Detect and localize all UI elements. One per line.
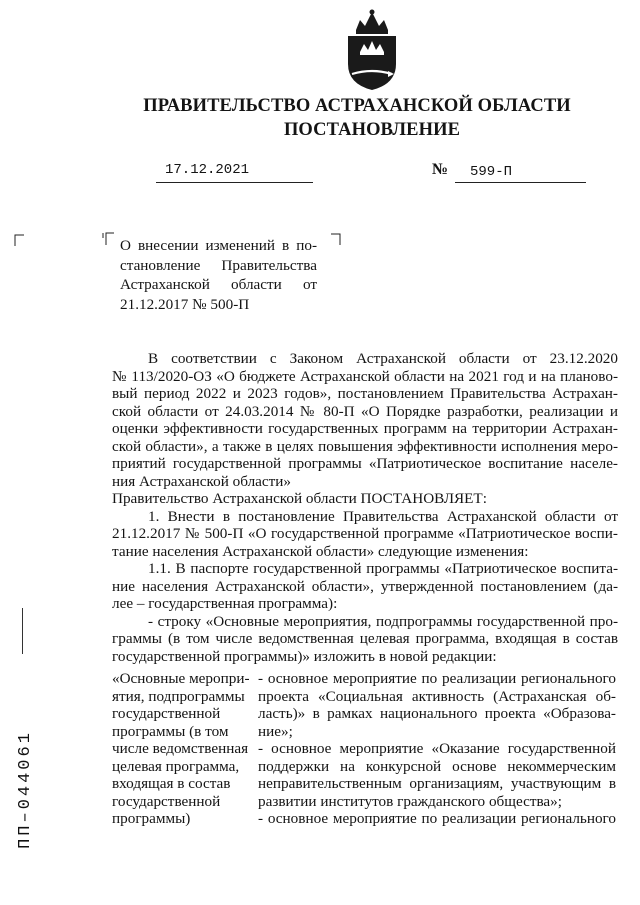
table-right-line: проекта «Социальная активность (Астраханская об- xyxy=(258,687,616,705)
body-line: - строку «Основные мероприятия, подпрограммы государственной про- xyxy=(148,612,618,630)
body-line: 21.12.2017 № 500-П «О государственной программе «Патриотическое воспи- xyxy=(112,525,618,542)
body-line: приятий государственной программы «Патриотическое воспитание населе- xyxy=(112,455,618,472)
subject-line: становление Правительства xyxy=(120,256,317,274)
body-line: ния Астраханской области» xyxy=(112,472,292,490)
body-line: тание населения Астраханской области» следующие изменения: xyxy=(112,542,529,560)
subject-line: О внесении изменений в по- xyxy=(120,237,317,254)
date-underline xyxy=(156,181,313,183)
body-line: государственной программы)» изложить в новой редакции: xyxy=(112,647,497,665)
side-serial-text: ПП–044061 xyxy=(15,729,35,849)
body-line: ской области от 24.03.2014 № 80-П «О Порядке разработки, реализации и xyxy=(112,402,618,420)
table-right-cell xyxy=(258,670,616,828)
table-left-line: государственной xyxy=(112,792,221,810)
table-left-line: ятия, подпрограммы xyxy=(112,687,245,705)
table-left-line: программы (в том xyxy=(112,722,229,740)
table-left-line: «Основные меропри- xyxy=(112,670,250,687)
subject-line: 21.12.2017 № 500-П xyxy=(120,295,250,313)
bracket-subject-right-icon xyxy=(331,233,341,245)
margin-mark xyxy=(22,608,23,654)
body-line: ние населения Астраханской области», утвержденной постановлением (да- xyxy=(112,577,618,595)
document-subject xyxy=(120,236,317,314)
subject-line: Астраханской области от xyxy=(120,276,317,293)
coat-of-arms-emblem xyxy=(338,8,406,92)
table-left-line: числе ведомственная xyxy=(112,740,249,757)
number-label: № xyxy=(432,161,449,178)
table-right-line: - основное мероприятие по реализации регионального xyxy=(258,670,616,687)
table-left-cell xyxy=(112,670,252,828)
table-left-line: программы) xyxy=(112,810,191,827)
body-line: вый период 2022 и 2023 годов», постановлением Правительства Астрахан- xyxy=(112,385,618,402)
body-line: ской области», а также в целях повышения эффективности исполнения меро- xyxy=(112,437,618,455)
body-line: Правительство Астраханской области ПОСТАНОВЛЯЕТ: xyxy=(112,490,487,507)
document-number: 599-П xyxy=(470,164,513,180)
table-right-line: ние»; xyxy=(258,722,293,740)
table-right-line: неправительственным организациям, участвующим в xyxy=(258,775,616,792)
table-right-line: развитии институтов гражданского общества»; xyxy=(258,792,562,810)
document-type-title: ПОСТАНОВЛЕНИЕ xyxy=(283,120,461,140)
table-left-line: входящая в состав xyxy=(112,775,231,792)
bracket-subject-left-icon xyxy=(102,231,114,245)
document-date: 17.12.2021 xyxy=(165,162,250,178)
body-line: граммы (в том числе ведомственная целевая программа, входящая в состав xyxy=(112,630,618,647)
bracket-top-left-icon xyxy=(14,234,24,246)
table-left-line: государственной xyxy=(112,705,221,722)
side-serial-stamp xyxy=(6,704,44,874)
body-text xyxy=(112,350,618,665)
body-line: 1. Внести в постановление Правительства Астраханской области от xyxy=(148,507,618,525)
table-right-line: - основное мероприятие по реализации регионального xyxy=(258,810,616,827)
body-line: 1.1. В паспорте государственной программы «Патриотическое воспита- xyxy=(148,560,618,577)
table-left-line: целевая программа, xyxy=(112,757,240,775)
body-line: № 113/2020-ОЗ «О бюджете Астраханской области на 2021 год и на планово- xyxy=(112,367,618,385)
table-right-line: - основное мероприятие «Оказание государственной xyxy=(258,740,616,757)
government-title: ПРАВИТЕЛЬСТВО АСТРАХАНСКОЙ ОБЛАСТИ xyxy=(143,96,571,116)
number-underline xyxy=(455,181,586,183)
table-right-line: ласть)» в рамках национального проекта «Образова- xyxy=(258,705,616,722)
body-line: лее – государственная программа): xyxy=(112,595,338,612)
body-line: В соответствии с Законом Астраханской области от 23.12.2020 xyxy=(148,350,618,367)
body-line: оценки эффективности государственных программ на территории Астрахан- xyxy=(112,420,618,437)
table-right-line: поддержки на конкурсной основе некоммерческим xyxy=(258,757,616,775)
